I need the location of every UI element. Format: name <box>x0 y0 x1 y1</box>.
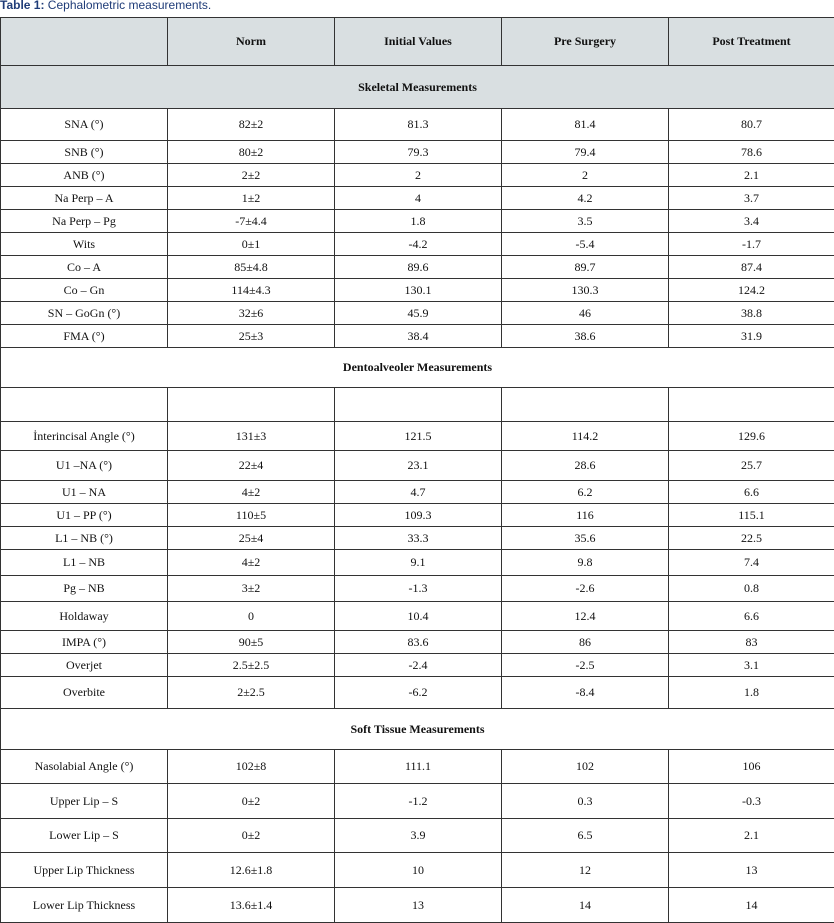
value-cell: 86 <box>502 631 669 654</box>
value-cell: 90±5 <box>168 631 335 654</box>
value-cell: 38.8 <box>669 302 834 325</box>
measurement-name-cell: Overjet <box>1 654 168 677</box>
table-body <box>1 66 834 923</box>
value-cell <box>168 388 335 422</box>
section-header-row <box>1 66 834 109</box>
value-cell: 4±2 <box>168 550 335 576</box>
table-row <box>1 853 834 888</box>
value-cell: 3.9 <box>335 819 502 853</box>
table-row <box>1 233 834 256</box>
value-cell: 116 <box>502 504 669 527</box>
value-cell: 4.2 <box>502 187 669 210</box>
value-cell: 80.7 <box>669 109 834 141</box>
table-row <box>1 602 834 631</box>
table-row <box>1 210 834 233</box>
value-cell: 109.3 <box>335 504 502 527</box>
value-cell: 7.4 <box>669 550 834 576</box>
value-cell: 82±2 <box>168 109 335 141</box>
measurement-name-cell: Upper Lip – S <box>1 784 168 819</box>
value-cell: -2.4 <box>335 654 502 677</box>
value-cell: 4.7 <box>335 481 502 504</box>
measurement-name-cell: U1 –NA (°) <box>1 451 168 481</box>
measurement-name-cell: Upper Lip Thickness <box>1 853 168 888</box>
measurement-name-cell: Holdaway <box>1 602 168 631</box>
value-cell: 89.7 <box>502 256 669 279</box>
value-cell: 0±2 <box>168 819 335 853</box>
value-cell: 28.6 <box>502 451 669 481</box>
value-cell: 13 <box>335 888 502 923</box>
measurement-name-cell: Overbite <box>1 677 168 709</box>
table-row <box>1 187 834 210</box>
value-cell: 2.1 <box>669 819 834 853</box>
value-cell: -4.2 <box>335 233 502 256</box>
measurement-name-cell: Co – Gn <box>1 279 168 302</box>
value-cell: 6.2 <box>502 481 669 504</box>
value-cell: 87.4 <box>669 256 834 279</box>
header-cell-post-treatment: Post Treatment <box>669 18 834 66</box>
measurement-name-cell: U1 – PP (°) <box>1 504 168 527</box>
value-cell: 1.8 <box>335 210 502 233</box>
table-row <box>1 888 834 923</box>
value-cell: -2.6 <box>502 576 669 602</box>
table-row <box>1 141 834 164</box>
value-cell: 110±5 <box>168 504 335 527</box>
value-cell: 3.7 <box>669 187 834 210</box>
value-cell: 0.3 <box>502 784 669 819</box>
caption-label: Table 1: <box>0 0 45 12</box>
value-cell: 3.4 <box>669 210 834 233</box>
value-cell: 38.6 <box>502 325 669 348</box>
value-cell: -1.3 <box>335 576 502 602</box>
value-cell: 114±4.3 <box>168 279 335 302</box>
table-row <box>1 654 834 677</box>
value-cell <box>502 388 669 422</box>
section-header-row <box>1 709 834 750</box>
table-row <box>1 677 834 709</box>
value-cell: 111.1 <box>335 750 502 784</box>
value-cell: 1.8 <box>669 677 834 709</box>
value-cell: 4±2 <box>168 481 335 504</box>
value-cell: -1.7 <box>669 233 834 256</box>
value-cell: 13 <box>669 853 834 888</box>
value-cell: 3.1 <box>669 654 834 677</box>
value-cell: 25±4 <box>168 527 335 550</box>
value-cell: -5.4 <box>502 233 669 256</box>
table-row <box>1 784 834 819</box>
value-cell: 4 <box>335 187 502 210</box>
table-row <box>1 504 834 527</box>
measurement-name-cell: SNB (°) <box>1 141 168 164</box>
value-cell: 10.4 <box>335 602 502 631</box>
value-cell: 10 <box>335 853 502 888</box>
value-cell: 45.9 <box>335 302 502 325</box>
header-cell-initial-values: Initial Values <box>335 18 502 66</box>
measurement-name-cell: ANB (°) <box>1 164 168 187</box>
table-row <box>1 750 834 784</box>
value-cell: 102 <box>502 750 669 784</box>
value-cell: 0.8 <box>669 576 834 602</box>
table-row <box>1 631 834 654</box>
value-cell: 2.5±2.5 <box>168 654 335 677</box>
table-row <box>1 302 834 325</box>
value-cell: 6.5 <box>502 819 669 853</box>
value-cell: 3.5 <box>502 210 669 233</box>
value-cell: 9.8 <box>502 550 669 576</box>
value-cell: 0 <box>168 602 335 631</box>
value-cell: 12.4 <box>502 602 669 631</box>
measurement-name-cell: Pg – NB <box>1 576 168 602</box>
value-cell: 79.3 <box>335 141 502 164</box>
value-cell: 22.5 <box>669 527 834 550</box>
value-cell: 2±2 <box>168 164 335 187</box>
value-cell: -7±4.4 <box>168 210 335 233</box>
value-cell <box>335 388 502 422</box>
value-cell: 85±4.8 <box>168 256 335 279</box>
value-cell: 78.6 <box>669 141 834 164</box>
value-cell: 81.4 <box>502 109 669 141</box>
measurement-name-cell: Nasolabial Angle (°) <box>1 750 168 784</box>
table-row <box>1 422 834 451</box>
measurement-name-cell: SN – GoGn (°) <box>1 302 168 325</box>
value-cell: 0±2 <box>168 784 335 819</box>
value-cell: -6.2 <box>335 677 502 709</box>
header-cell-pre-surgery: Pre Surgery <box>502 18 669 66</box>
section-title: Dentoalveoler Measurements <box>1 348 834 388</box>
table-row <box>1 550 834 576</box>
value-cell: 25.7 <box>669 451 834 481</box>
table-row <box>1 164 834 187</box>
caption-text: Cephalometric measurements. <box>44 0 212 12</box>
value-cell: 0±1 <box>168 233 335 256</box>
value-cell: 12.6±1.8 <box>168 853 335 888</box>
value-cell: 31.9 <box>669 325 834 348</box>
value-cell: 35.6 <box>502 527 669 550</box>
table-row <box>1 527 834 550</box>
value-cell: 106 <box>669 750 834 784</box>
measurement-name-cell: İnterincisal Angle (°) <box>1 422 168 451</box>
value-cell: 25±3 <box>168 325 335 348</box>
value-cell: 129.6 <box>669 422 834 451</box>
value-cell: 46 <box>502 302 669 325</box>
table-row <box>1 325 834 348</box>
value-cell: 13.6±1.4 <box>168 888 335 923</box>
value-cell: 33.3 <box>335 527 502 550</box>
header-cell-empty <box>1 18 168 66</box>
value-cell: -1.2 <box>335 784 502 819</box>
table-row <box>1 451 834 481</box>
table-row <box>1 819 834 853</box>
value-cell: 9.1 <box>335 550 502 576</box>
measurement-name-cell: SNA (°) <box>1 109 168 141</box>
value-cell: 114.2 <box>502 422 669 451</box>
table-row <box>1 576 834 602</box>
value-cell: -0.3 <box>669 784 834 819</box>
section-title: Soft Tissue Measurements <box>1 709 834 750</box>
value-cell: 83.6 <box>335 631 502 654</box>
value-cell: 2 <box>502 164 669 187</box>
table-row <box>1 109 834 141</box>
measurement-name-cell: Lower Lip Thickness <box>1 888 168 923</box>
table-row <box>1 481 834 504</box>
section-title: Skeletal Measurements <box>1 66 834 109</box>
value-cell: 130.1 <box>335 279 502 302</box>
table-caption <box>0 0 211 13</box>
value-cell: 2 <box>335 164 502 187</box>
measurement-name-cell: Co – A <box>1 256 168 279</box>
value-cell: 102±8 <box>168 750 335 784</box>
cephalometric-table <box>0 17 834 923</box>
table-row <box>1 279 834 302</box>
table-row <box>1 388 834 422</box>
header-row <box>1 18 834 66</box>
value-cell: 38.4 <box>335 325 502 348</box>
value-cell: 14 <box>669 888 834 923</box>
value-cell: 6.6 <box>669 481 834 504</box>
measurement-name-cell: Na Perp – A <box>1 187 168 210</box>
value-cell: 80±2 <box>168 141 335 164</box>
measurement-name-cell <box>1 388 168 422</box>
value-cell: 2.1 <box>669 164 834 187</box>
value-cell: 89.6 <box>335 256 502 279</box>
measurement-name-cell: Na Perp – Pg <box>1 210 168 233</box>
measurement-name-cell: L1 – NB <box>1 550 168 576</box>
value-cell: 14 <box>502 888 669 923</box>
value-cell: 22±4 <box>168 451 335 481</box>
measurement-name-cell: U1 – NA <box>1 481 168 504</box>
value-cell: 12 <box>502 853 669 888</box>
value-cell: 83 <box>669 631 834 654</box>
value-cell: 79.4 <box>502 141 669 164</box>
measurement-name-cell: FMA (°) <box>1 325 168 348</box>
value-cell: 6.6 <box>669 602 834 631</box>
value-cell: 1±2 <box>168 187 335 210</box>
value-cell: 23.1 <box>335 451 502 481</box>
value-cell: 130.3 <box>502 279 669 302</box>
header-cell-norm: Norm <box>168 18 335 66</box>
value-cell: 131±3 <box>168 422 335 451</box>
value-cell: -2.5 <box>502 654 669 677</box>
value-cell: 2±2.5 <box>168 677 335 709</box>
value-cell: 81.3 <box>335 109 502 141</box>
measurement-name-cell: Wits <box>1 233 168 256</box>
value-cell <box>669 388 834 422</box>
value-cell: 124.2 <box>669 279 834 302</box>
table-row <box>1 256 834 279</box>
value-cell: -8.4 <box>502 677 669 709</box>
value-cell: 115.1 <box>669 504 834 527</box>
value-cell: 3±2 <box>168 576 335 602</box>
measurement-name-cell: L1 – NB (°) <box>1 527 168 550</box>
value-cell: 32±6 <box>168 302 335 325</box>
measurement-name-cell: IMPA (°) <box>1 631 168 654</box>
measurement-name-cell: Lower Lip – S <box>1 819 168 853</box>
value-cell: 121.5 <box>335 422 502 451</box>
section-header-row <box>1 348 834 388</box>
